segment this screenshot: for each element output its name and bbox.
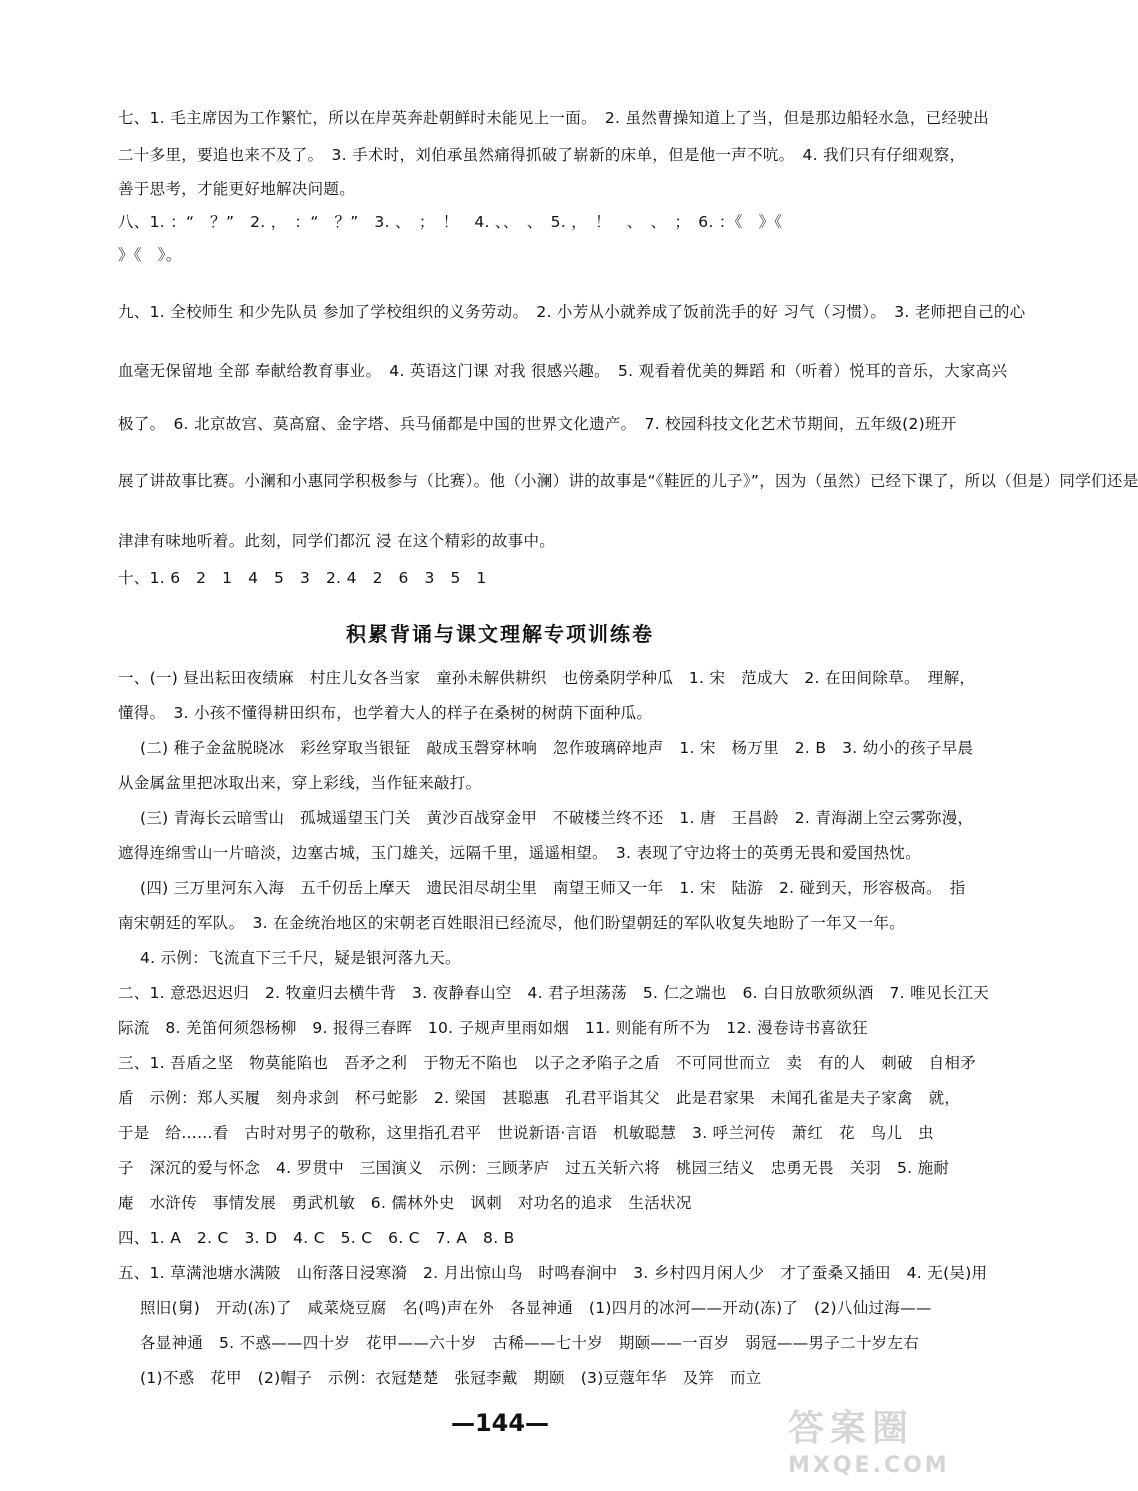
text-line: 懂得。 3. 小孩不懂得耕田织布，也学着大人的样子在桑树的树荫下面种瓜。 [118,704,653,722]
page-number: —144— [450,1409,550,1437]
text-line: 善于思考，才能更好地解决问题。 [118,180,356,198]
text-line: (二) 稚子金盆脱晓冰 彩丝穿取当银钲 敲成玉磬穿林响 忽作玻璃碎地声 1. 宋 杨万里 2. B 3. 幼小的孩子早晨 [140,739,974,757]
text-line: 津津有味地听着。此刻，同学们都沉 浸 在这个精彩的故事中。 [118,532,556,550]
text-line: 盾 示例：郑人买履 刻舟求剑 杯弓蛇影 2. 梁国 甚聪惠 孔君平诣其父 此是君家果 未闻孔雀是夫子家禽 就， [118,1089,961,1107]
text-line: (四) 三万里河东入海 五千仞岳上摩天 遗民泪尽胡尘里 南望王师又一年 1. 宋 陆游 2. 碰到天，形容极高。 指 [140,879,966,897]
watermark-logo [788,1400,978,1480]
text-line: 四、1. A 2. C 3. D 4. C 5. C 6. C 7. A 8. B [118,1229,515,1247]
text-line: 从金属盆里把冰取出来，穿上彩线，当作钲来敲打。 [118,774,482,792]
watermark-line1: 答案圈 [788,1407,915,1449]
text-line: 南宋朝廷的军队。 3. 在金统治地区的宋朝老百姓眼泪已经流尽，他们盼望朝廷的军队收复失地盼了一年又一年。 [118,914,906,932]
text-line: 十、1. 6 2 1 4 5 3 2. 4 2 6 3 5 1 [118,569,487,587]
text-line: 4. 示例：飞流直下三千尺，疑是银河落九天。 [140,949,461,967]
section-title: 积累背诵与课文理解专项训练卷 [346,622,654,646]
text-line: (1)不惑 花甲 (2)帽子 示例：衣冠楚楚 张冠李戴 期颐 (3)豆蔻年华 及笄 而立 [140,1369,762,1387]
text-line: 》《 》。 [118,246,182,264]
text-line: 血毫无保留地 全部 奉献给教育事业。 4. 英语这门课 对我 很感兴趣。 5. 观看着优美的舞蹈 和（听着）悦耳的音乐，大家高兴 [118,362,1008,380]
text-line: 三、1. 吾盾之坚 物莫能陷也 吾矛之利 于物无不陷也 以子之矛陷子之盾 不可同世而立 卖 有的人 刺破 自相矛 [118,1054,977,1072]
text-line: 八、1. ：“ ？” 2. ， ：“ ？” 3. 、 ； ！ 4. 、、 、 5. ， ！ 、 、 ； 6. ：《 》《 [118,213,783,231]
text-line: 二、1. 意恐迟迟归 2. 牧童归去横牛背 3. 夜静春山空 4. 君子坦荡荡 5. 仁之端也 6. 白日放歌须纵酒 7. 唯见长江天 [118,984,990,1002]
text-line: (三) 青海长云暗雪山 孤城遥望玉门关 黄沙百战穿金甲 不破楼兰终不还 1. 唐 王昌龄 2. 青海湖上空云雾弥漫， [140,809,974,827]
text-line: 照旧(舅) 开动(冻)了 咸菜烧豆腐 名(鸣)声在外 各显神通 (1)四月的冰河——开动(冻)了 (2)八仙过海—— [140,1299,932,1317]
text-line: 二十多里，要追也来不及了。 3. 手术时，刘伯承虽然痛得抓破了崭新的床单，但是他一声不吭。 4. 我们只有仔细观察， [118,146,966,164]
text-line: 各显神通 5. 不惑——四十岁 花甲——六十岁 古稀——七十岁 期颐——一百岁 弱冠——男子二十岁左右 [140,1334,920,1352]
text-line: 七、1. 毛主席因为工作繁忙，所以在岸英奔赴朝鲜时未能见上一面。 2. 虽然曹操知道上了当，但是那边船轻水急，已经驶出 [118,109,989,127]
text-line: 子 深沉的爱与怀念 4. 罗贯中 三国演义 示例：三顾茅庐 过五关斩六将 桃园三结义 忠勇无畏 关羽 5. 施耐 [118,1159,950,1177]
text-line: 五、1. 草满池塘水满陂 山衔落日浸寒漪 2. 月出惊山鸟 时鸣春涧中 3. 乡村四月闲人少 才了蚕桑又插田 4. 无(吴)用 [118,1264,988,1282]
text-line: 遮得连绵雪山一片暗淡，边塞古城，玉门雄关，远隔千里，遥遥相望。 3. 表现了守边将士的英勇无畏和爱国热忱。 [118,844,921,862]
text-line: 展了讲故事比赛。小澜和小惠同学积极参与（比赛）。他（小澜）讲的故事是“《鞋匠的儿子》”，因为（虽然）已经下课了，所以（但是）同学们还是 [118,472,1138,490]
text-line: 九、1. 全校师生 和少先队员 参加了学校组织的义务劳动。 2. 小芳从小就养成了饭前洗手的好 习气（习惯）。 3. 老师把自己的心 [118,303,1026,321]
text-line: 庵 水浒传 事情发展 勇武机敏 6. 儒林外史 讽刺 对功名的追求 生活状况 [118,1194,692,1212]
text-line: 一、(一) 昼出耘田夜绩麻 村庄儿女各当家 童孙未解供耕织 也傍桑阴学种瓜 1. 宋 范成大 2. 在田间除草。 理解， [118,669,976,687]
text-line: 极了。 6. 北京故宫、莫高窟、金字塔、兵马俑都是中国的世界文化遗产。 7. 校园科技文化艺术节期间，五年级(2)班开 [118,415,957,433]
text-line: 于是 给……看 古时对男子的敬称，这里指孔君平 世说新语·言语 机敏聪慧 3. 呼兰河传 萧红 花 鸟儿 虫 [118,1124,934,1142]
text-line: 际流 8. 羌笛何须怨杨柳 9. 报得三春晖 10. 子规声里雨如烟 11. 则能有所不为 12. 漫卷诗书喜欲狂 [118,1019,868,1037]
watermark-line2: MXQE.COM [788,1453,950,1478]
